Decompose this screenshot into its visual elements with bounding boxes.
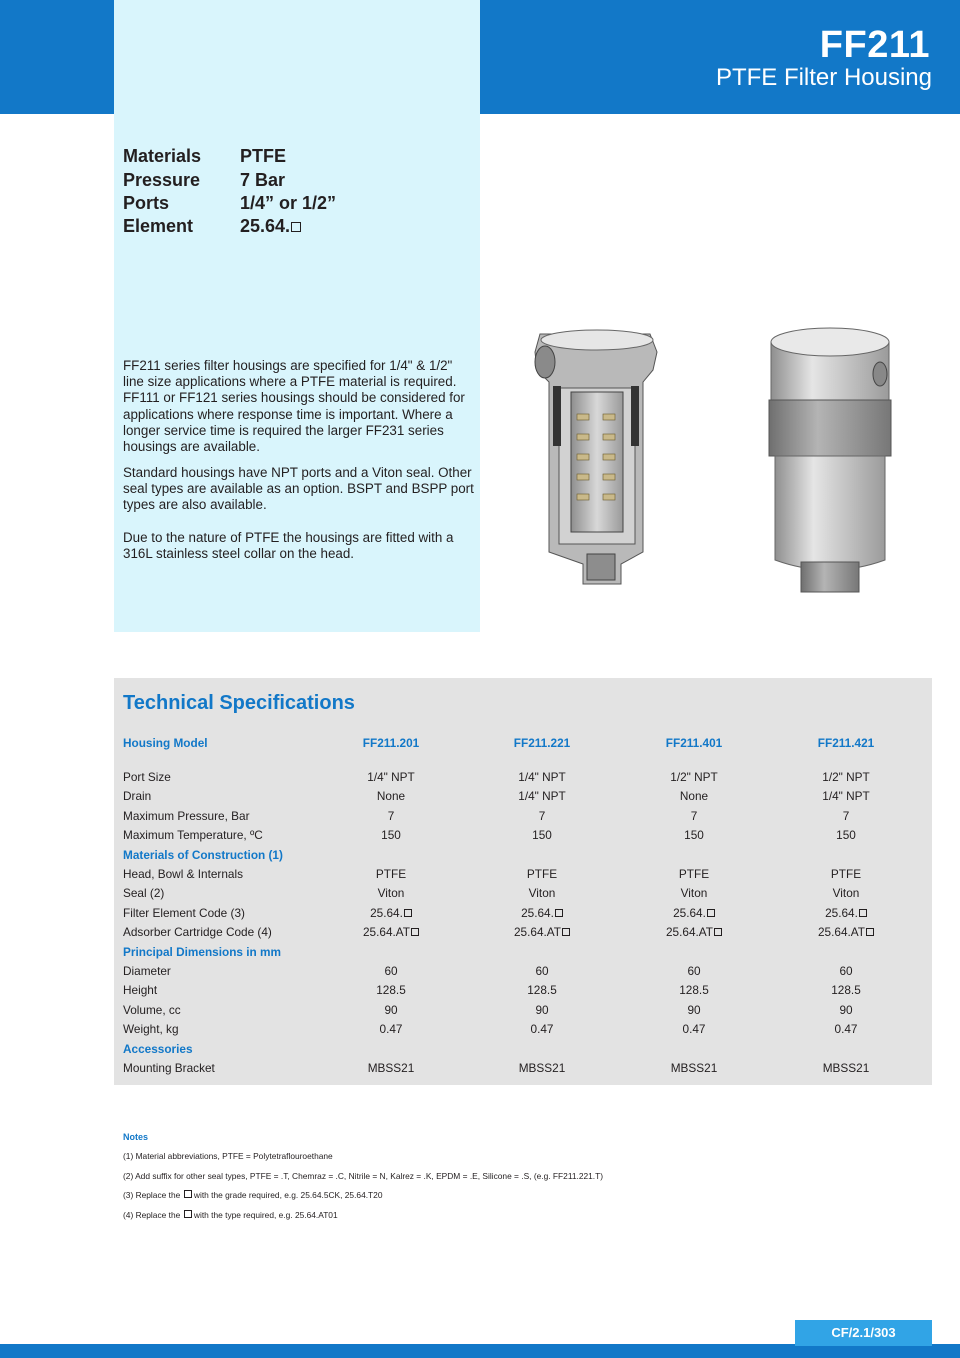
note-3 [123,1190,382,1200]
table-cell [331,1061,451,1075]
cell-value: 128.5 [376,983,406,998]
model-column-header: FF211.201 [362,736,420,750]
cell-value: None [376,789,406,804]
table-cell [634,809,754,823]
cell-value: 25.64.AT [666,925,713,940]
model-column-header: FF211.221 [513,736,571,750]
model-column-header: FF211.421 [817,736,875,750]
note-text: with the type required, e.g. 25.64.AT01 [193,1210,338,1220]
table-cell [482,770,602,784]
row-label: Maximum Temperature, ºC [123,828,263,843]
row-label: Weight, kg [123,1022,179,1037]
specs-data-row [123,1022,923,1041]
specs-section-row [123,1042,923,1061]
model-column-header: FF211.401 [665,736,723,750]
notes-title: Notes [123,1132,149,1142]
table-cell [634,1061,754,1075]
specs-data-row [123,1061,923,1080]
table-cell [786,906,906,920]
summary-value: 1/4” or 1/2” [240,193,337,213]
specs-data-row [123,789,923,808]
table-cell [634,925,754,939]
table-cell [634,886,754,900]
cell-value: 7 [842,808,850,823]
table-cell [634,1022,754,1036]
cell-value: 60 [384,964,398,978]
note-4 [123,1210,338,1220]
cell-value: 90 [535,1002,549,1017]
placeholder-box-icon [714,928,722,936]
section-heading: Materials of Construction (1) [123,847,283,862]
table-cell [331,867,451,881]
cell-value: 1/2" NPT [670,770,718,784]
product-code: FF211 [819,24,930,66]
cell-value: 90 [384,1002,398,1017]
table-cell [786,983,906,997]
placeholder-box-icon [404,909,412,917]
cell-value: 25.64. [825,905,858,920]
summary-key: Element [123,216,194,236]
summary-key: Materials [123,146,202,166]
table-cell [482,964,602,978]
cell-value: MBSS21 [822,1061,870,1075]
table-cell [786,886,906,900]
table-cell [482,828,602,842]
cell-value: MBSS21 [670,1061,718,1075]
table-cell [786,925,906,939]
table-cell [482,1022,602,1036]
cell-value: 1/4" NPT [822,789,870,804]
row-label: Head, Bowl & Internals [123,867,243,881]
cell-value: 1/4" NPT [518,770,566,784]
table-cell [786,964,906,978]
cutaway-housing-image [525,322,665,592]
table-cell [331,886,451,900]
placeholder-box-icon [562,928,570,936]
cell-value: 25.64. [521,905,554,920]
summary-value: 25.64. [240,216,291,236]
row-label: Drain [123,789,152,804]
table-cell [482,983,602,997]
placeholder-box-icon [184,1190,192,1198]
table-cell [331,983,451,997]
placeholder-box-icon [555,909,563,917]
summary-key: Pressure [123,170,201,190]
specs-section-row [123,945,923,964]
specs-data-row [123,1003,923,1022]
table-cell [331,809,451,823]
table-cell [331,1022,451,1036]
row-label: Adsorber Cartridge Code (4) [123,925,272,940]
cell-value: 0.47 [834,1022,858,1037]
cell-value: None [679,789,709,804]
cell-value: MBSS21 [367,1061,415,1075]
document-reference: CF/2.1/303 [831,1325,896,1340]
note-text: (3) Replace the [123,1190,181,1200]
cell-value: PTFE [678,867,710,881]
table-cell [482,925,602,939]
table-cell [482,789,602,803]
table-cell [331,964,451,978]
cell-value: 128.5 [527,983,557,998]
note-2 [123,1171,603,1181]
placeholder-box-icon [184,1210,192,1218]
cell-value: 0.47 [379,1022,403,1037]
cell-value: 25.64.AT [363,925,410,940]
row-label: Port Size [123,770,171,784]
table-cell [634,789,754,803]
description-paragraph-1: FF211 series filter housings are specified for 1/4" & 1/2" line size applications where a PTFE material is required. FF111 or FF121 series housings should be considered for applications where response time is important. Where a longer service time is required the larger FF231 series housings are available. [123,358,465,455]
table-cell [786,1003,906,1017]
cell-value: 25.64.AT [514,925,561,940]
specs-data-row [123,886,923,905]
placeholder-box-icon [859,909,867,917]
cell-value: 7 [538,808,546,823]
note-text: (2) Add suffix for other seal types, PTFE = .T, Chemraz = .C, Nitrile = N, Kalrez = .K, EPDM = .E, Silicone = .S, (e.g. FF211.221.T) [123,1171,604,1181]
table-cell [634,867,754,881]
cell-value: 1/2" NPT [822,770,870,784]
table-cell [482,886,602,900]
table-cell [786,809,906,823]
cell-value: 60 [839,964,853,978]
table-cell [331,770,451,784]
note-1 [123,1151,333,1161]
cell-value: 0.47 [682,1022,706,1037]
cell-value: 150 [532,828,552,843]
note-text: (4) Replace the [123,1210,181,1220]
row-label: Filter Element Code (3) [123,905,245,920]
cell-value: 60 [535,964,549,978]
specs-data-row [123,770,923,789]
specs-data-row [123,983,923,1002]
table-cell [786,828,906,842]
cell-value: 60 [687,964,701,978]
table-cell [786,1061,906,1075]
cell-value: 150 [836,828,856,843]
specs-title: Technical Specifications [123,692,355,714]
table-cell [786,1022,906,1036]
cell-value: PTFE [375,867,407,881]
specs-data-row [123,867,923,886]
placeholder-box-icon [707,909,715,917]
cell-value: 7 [387,808,395,823]
cell-value: 90 [839,1002,853,1017]
specs-data-row [123,964,923,983]
summary-value: PTFE [240,146,287,166]
table-cell [786,867,906,881]
specs-section-row [123,848,923,867]
specs-data-row [123,809,923,828]
housing-exterior-image [765,322,895,597]
table-cell [786,770,906,784]
cell-value: 1/4" NPT [518,789,566,804]
placeholder-box-icon [866,928,874,936]
cell-value: 25.64.AT [818,925,865,940]
header-accent-block [114,0,480,114]
cell-value: 0.47 [530,1022,554,1037]
table-cell [482,809,602,823]
specs-data-row [123,906,923,925]
housing-model-label: Housing Model [123,736,208,750]
row-label: Height [123,983,158,998]
note-text: with the grade required, e.g. 25.64.5CK, 25.64.T20 [193,1190,383,1200]
table-cell [482,867,602,881]
row-label: Maximum Pressure, Bar [123,808,250,823]
placeholder-box-icon [411,928,419,936]
cell-value: 128.5 [831,983,861,998]
cell-value: 90 [687,1002,701,1017]
placeholder-box-icon [291,222,301,232]
cell-value: 1/4" NPT [367,770,415,784]
table-cell [482,1003,602,1017]
table-cell [331,789,451,803]
cell-value: PTFE [830,867,862,881]
note-text: (1) Material abbreviations, PTFE = Polytetraflouroethane [123,1151,333,1161]
table-cell [482,1061,602,1075]
summary-key: Ports [123,193,170,213]
table-cell [634,828,754,842]
cell-value: Viton [377,886,405,901]
cell-value: 150 [381,828,401,843]
row-label: Mounting Bracket [123,1061,215,1075]
table-cell [331,1003,451,1017]
table-cell [634,964,754,978]
section-heading: Accessories [123,1041,193,1056]
specs-data-row [123,828,923,847]
summary-value-wrap [240,216,301,237]
table-cell [634,770,754,784]
table-cell [482,906,602,920]
cell-value: 25.64. [370,905,403,920]
table-cell [634,983,754,997]
specs-data-row [123,925,923,944]
cell-value: MBSS21 [518,1061,566,1075]
cell-value: Viton [832,886,860,901]
specs-header-row [123,736,923,755]
cell-value: 7 [690,808,698,823]
row-label: Diameter [123,964,171,978]
summary-value: 7 Bar [240,170,286,190]
description-paragraph-2: Standard housings have NPT ports and a Viton seal. Other seal types are available as an option. BSPT and BSPP port types are also available. [123,465,474,513]
cell-value: Viton [528,886,556,901]
table-cell [331,925,451,939]
section-heading: Principal Dimensions in mm [123,944,281,959]
footer-band [0,1344,960,1358]
table-cell [786,789,906,803]
cell-value: 25.64. [673,905,706,920]
row-label: Seal (2) [123,886,165,901]
table-cell [331,828,451,842]
cell-value: 150 [684,828,704,843]
table-cell [331,906,451,920]
row-label: Volume, cc [123,1002,181,1017]
cell-value: 128.5 [679,983,709,998]
description-paragraph-3: Due to the nature of PTFE the housings are fitted with a 316L stainless steel collar on the head. [123,530,454,562]
cell-value: Viton [680,886,708,901]
table-cell [634,1003,754,1017]
cell-value: PTFE [526,867,558,881]
table-cell [634,906,754,920]
product-title: PTFE Filter Housing [715,64,932,91]
